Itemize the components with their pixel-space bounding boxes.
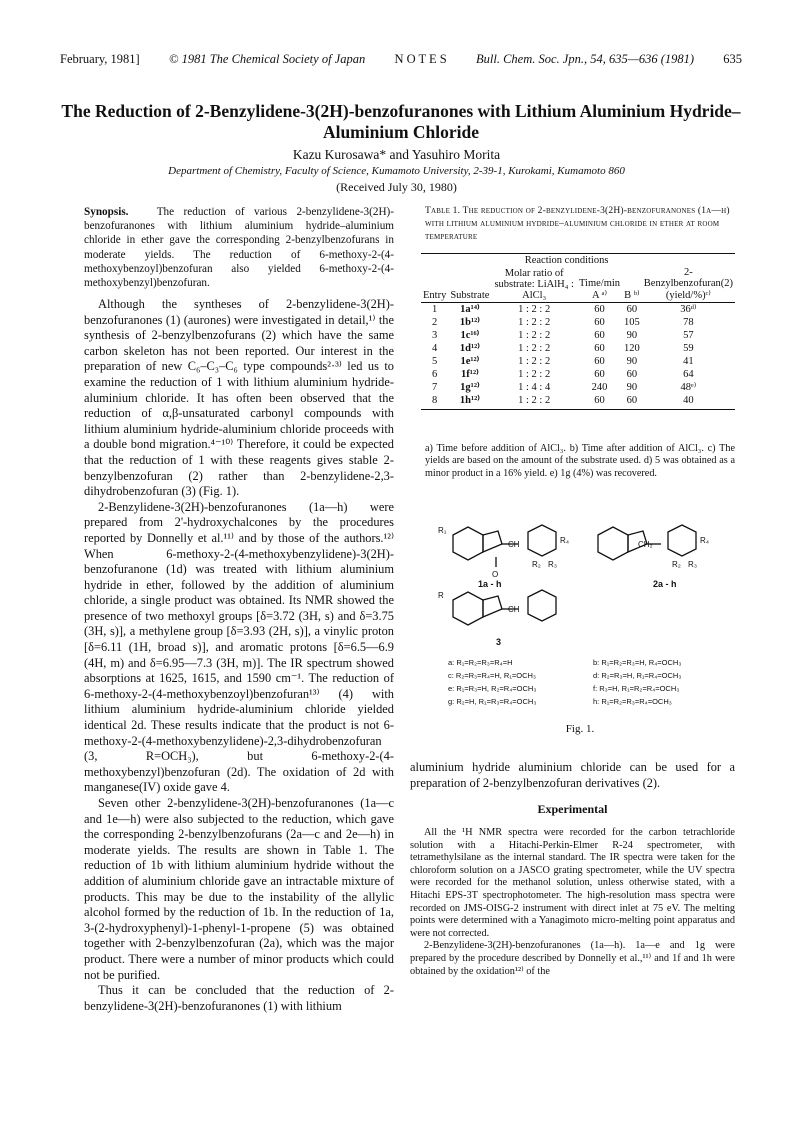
table-cell: 240 [591,382,608,393]
table-cell: 48ᵉ⁾ [680,382,697,393]
table-cell: 3 [432,330,438,341]
table-cell: 7 [432,382,438,393]
table-cell: 36ᵈ⁾ [680,304,697,315]
table-row [421,342,735,355]
table-cell: 60 [594,343,605,354]
table-cell: 90 [626,382,638,393]
table-cell: 1e¹²⁾ [460,356,480,367]
svg-text:R₁: R₁ [438,526,447,535]
paragraph: aluminium hydride aluminium chloride can be used for a preparation of 2-benzylbenzofuran derivatives (2). [410,760,735,790]
paragraph: 2-Benzylidene-3(2H)-benzofuranones (1a—h). 1a—e and 1g were prepared by the procedure described by Donnelly et al.,¹¹⁾ and 1f and 1h were obtained by the oxidation¹²⁾ of the [410,940,735,977]
substituent-entry: f: R₃=H, R₁=R₂=R₄=OCH₃ [593,684,680,693]
table-cell: 120 [624,343,640,354]
header-date: February, 1981] [60,52,140,66]
figure-caption: Fig. 1. [565,723,595,735]
th-ratio: Molar ratio of substrate: LiAlH₄ : AlCl₃ [491,267,577,303]
th-time-b: B ᵇ⁾ [622,267,642,303]
received-date: (Received July 30, 1980) [336,180,457,194]
figure-structures [428,515,738,735]
table-row [421,303,735,317]
table-cell: 90 [626,356,638,367]
table-row [421,316,735,329]
table-cell: 1b¹²⁾ [459,317,480,328]
svg-text:R: R [438,591,444,600]
th-group: Reaction conditions [491,254,641,268]
header-copyright: © 1981 The Chemical Society of Japan [168,52,366,66]
table-notes: a) Time before addition of AlCl₃. b) Time after addition of AlCl₃. c) The yields are based on the amount of the substrate used. d) 5 was obtained as a minor product in a 16% yield. e) 1g (4%) was recovered. [425,443,735,479]
table-cell: 78 [683,317,694,328]
table-cell: 4 [432,343,438,354]
table-cell: 1 : 2 : 2 [518,395,551,406]
paragraph: Seven other 2-benzylidene-3(2H)-benzofuranones (1a—c and 1e—h) were also subjected to the reduction, which gave the corresponding 2-benzylbenzofurans (2a—c and 2e—h) in moderate yields. The results are shown in Table 1. The reduction of 1b with lithium aluminium hydride without the addition of aluminium chloride gave an intractable mixture of products. This may be due to the instability of the allylic alcohol formed by the reduction of 1b. In the reduction of 1a, 3-(2-hydroxyphenyl)-1-phenyl-1-propene (5) was obtained together with 2-benzylbenzofuran (2a), which was the major product. There were a number of minor products which could not be purified. [84,796,394,982]
substituent-entry: b: R₁=R₂=R₃=H, R₄=OCH₃ [593,658,682,667]
label-3: 3 [496,637,502,647]
substituent-entry: h: R₁=R₂=R₃=R₄=OCH₃ [593,697,672,706]
body-left-column [84,297,394,1014]
th-yield: 2-Benzylbenzofuran(2) (yield/%)ᶜ⁾ [642,254,735,303]
table-cell: 60 [626,304,638,315]
table-cell: 1a¹⁴⁾ [460,304,480,315]
label-1: 1a - h [478,579,502,589]
table-cell: 57 [683,330,694,341]
substituent-entry: g: R₂=H, R₁=R₃=R₄=OCH₃ [448,697,537,706]
table-cell: 60 [594,304,605,315]
svg-text:R₂: R₂ [532,560,541,569]
paragraph: 2-Benzylidene-3(2H)-benzofuranones (1a—h) were prepared from 2'-hydroxychalcones by the procedures reported by Donnelly et al.¹¹⁾ and by those of the authors.¹²⁾ When 6-methoxy-2-(4-methoxybenzylidene)-3(2H)-benzofuranone (1d) was treated with lithium aluminium hydride in ether, followed by the addition of aluminium chloride, a single product was obtained. Its NMR showed the presence of two methoxyl groups [δ=3.72 (3H, s) and δ=3.75 (3H, s)], a methylene group [δ=3.93 (2H, s)], a vinylic proton [δ=6.11 (1H, broad s)], and aromatic protons [δ=6.5—6.9 (4H, m) and δ=6.95—7.3 (3H, m)]. The IR spectrum showed absorptions at 1625, 1615, and 1590 cm⁻¹. The reduction of 6-methoxy-2-(4-methoxybenzoyl)benzofuran¹³⁾ (4) with lithium aluminium hydride-aluminium chloride yielded identical 2d. These results indicate that the product is not 6-methoxy-2-(4-methoxybenzylidene)-2,3-dihydrobenzofuran (3, R=OCH₃), but 6-methoxy-2-(4-methoxybenzyl)benzofuran (2d). The oxidation of 2d with manganese(IV) oxide gave 4. [84,499,394,795]
table-cell: 1 : 2 : 2 [518,369,551,380]
table-cell: 6 [432,369,438,380]
th-entry: Entry [421,254,448,303]
table-cell: 1 : 2 : 2 [518,304,551,315]
table-cell: 1 : 2 : 2 [518,317,551,328]
table-cell: 41 [683,356,694,367]
table-row [421,355,735,368]
svg-text:R₃: R₃ [688,560,698,569]
running-header [60,52,742,67]
svg-text:O: O [492,570,499,579]
svg-text:R₃: R₃ [548,560,558,569]
table-row [421,381,735,394]
table-cell: 60 [594,330,605,341]
svg-text:R₄: R₄ [560,536,570,545]
table-cell: 8 [432,395,438,406]
table-cell: 1 [432,304,438,315]
table-cell: 60 [626,395,638,406]
article-title: The Reduction of 2-Benzylidene-3(2H)-benzofuranones with Lithium Aluminium Hydride–Aluminium Chloride [61,101,741,142]
svg-text:CH: CH [508,605,520,614]
table-cell: 1 : 4 : 4 [518,382,551,393]
table-cell: 2 [432,317,438,328]
header-page: 635 [723,52,742,66]
table-cell: 90 [626,330,638,341]
table-row [421,368,735,381]
experimental-heading: Experimental [537,802,608,816]
paragraph: Thus it can be concluded that the reduction of 2-benzylidene-3(2H)-benzofuranones (1) with lithium [84,983,394,1013]
table-cell: 40 [683,395,694,406]
table-cell: 60 [626,369,638,380]
body-right-column [410,760,735,791]
table-cell: 1h¹²⁾ [459,395,480,406]
table-cell: 64 [683,369,694,380]
benzene-ring [453,527,483,560]
table-cell: 105 [624,317,640,328]
svg-text:CH₂: CH₂ [638,540,653,549]
substituent-entry: e: R₁=R₃=H, R₂=R₄=OCH₃ [448,684,537,693]
substituent-entry: a: R₁=R₂=R₃=R₄=H [448,658,513,667]
synopsis [84,205,394,290]
table-cell: 60 [594,356,605,367]
table-cell: 1c¹⁶⁾ [460,330,480,341]
substituent-entry: c: R₂=R₃=R₄=H, R₁=OCH₃ [448,671,536,680]
table-cell: 59 [683,343,694,354]
table-cell: 60 [594,395,605,406]
table-cell: 1 : 2 : 2 [518,356,551,367]
table-cell: 60 [594,317,605,328]
table-cell: 1d¹²⁾ [459,343,480,354]
th-substrate: Substrate [448,254,491,303]
table-cell: 1 : 2 : 2 [518,330,551,341]
table-cell: 1 : 2 : 2 [518,343,551,354]
svg-text:CH: CH [508,540,520,549]
furanone-ring [483,531,502,552]
experimental-section [410,827,735,978]
synopsis-label: Synopsis. [84,206,129,218]
table-cell: 1g¹²⁾ [460,382,480,393]
svg-text:R₂: R₂ [672,560,681,569]
table-cell: 5 [432,356,438,367]
affiliation: Department of Chemistry, Faculty of Science, Kumamoto University, 2-39-1, Kurokami, Kumamoto 860 [168,165,625,177]
table-cell: 60 [594,369,605,380]
paragraph: All the ¹H NMR spectra were recorded for the carbon tetrachloride solution with a Hitachi-Perkin-Elmer R-24 spectrometer, with tetramethylsilane as the internal standard. The IR spectra were taken for the chloroform solution on a JASCO grating spectrometer, while the UV spectra were recorded for the methanol solution, unless otherwise stated, with a Hitachi EPS-3T spectrophotometer. The high-resolution mass spectra were recorded on JMS-OISG-2 instrument with direct inlet at 75 eV. The melting points were determined with a Yanagimoto micro-melting point apparatus and were not corrected. [410,827,735,939]
th-time-a: Time/min A ᵃ⁾ [577,267,622,303]
table-cell: 1f¹²⁾ [461,369,479,380]
header-section: N O T E S [394,52,447,66]
authors: Kazu Kurosawa* and Yasuhiro Morita [292,147,501,162]
substituent-entry: d: R₂=R₃=H, R₁=R₄=OCH₃ [593,671,682,680]
table-row [421,329,735,342]
table-caption: Table 1. The reduction of 2-benzylidene-3(2H)-benzofuranones (1a—h) with lithium aluminium hydride–aluminium chloride in ether at room temperature [425,206,730,242]
paragraph: Although the syntheses of 2-benzylidene-3(2H)-benzofuranones (1) (aurones) were investigated in detail,¹⁾ the synthesis of 2-benzylbenzofurans (2) which have the same carbon skeleton has not been reported. Our interest in the preparation of new C₆–C₃–C₆ type compounds²·³⁾ led us to examine the reduction of 1 with lithium aluminium hydride-aluminium chloride. It has often been observed that the reduction of α,β-unsaturated carbonyl compounds with lithium aluminium hydride-aluminium chloride proceeds with a double bond migration.⁴⁻¹⁰⁾ Therefore, it could be expected that the reduction of 1 with these reagents gives stable 2-benzylbenzofuran (2) rather than 2-benzylidene-2,3-dihydrobenzofuran (3) (Fig. 1). [84,297,394,499]
header-journal: Bull. Chem. Soc. Jpn., 54, 635—636 (1981) [475,52,695,66]
svg-text:R₄: R₄ [700,536,710,545]
synopsis-text: The reduction of various 2-benzylidene-3(2H)-benzofuranones with lithium aluminium hydride–aluminium chloride in ether gave the corresponding 2-benzylbenzofurans in moderate yields. The reduction of 6-methoxy-2-(4-methoxybenzoyl)benzofuran also yielded 6-methoxy-2-(4-methoxybenzyl)benzofuran. [84,206,394,290]
table-row [421,394,735,407]
results-table [421,253,735,410]
label-2: 2a - h [653,579,677,589]
